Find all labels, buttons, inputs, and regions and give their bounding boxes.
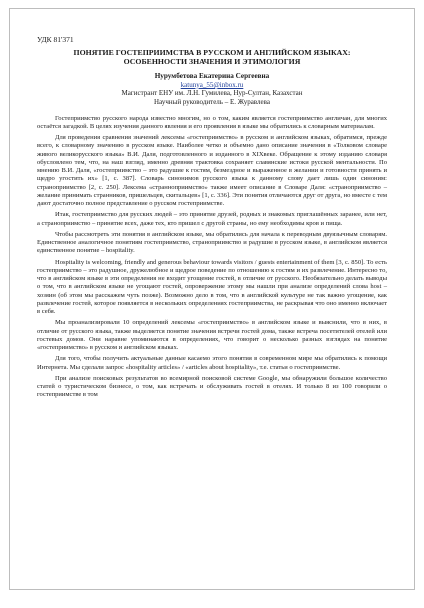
paragraph: Итак, гостеприимство для русских людей – это принятие друзей, родных и знакомых приглашённых заранее, или нет, а страноприимство – принятие всех, даже тех, кто пришел с другой страны, но ему необходимы кров и пища.: [37, 211, 387, 227]
title-line-1: ПОНЯТИЕ ГОСТЕПРИИМСТВА В РУССКОМ И АНГЛИЙСКОМ ЯЗЫКАХ:: [73, 48, 351, 57]
document-page: [9, 8, 415, 590]
paragraph: Чтобы рассмотреть эти понятия в английском языке, мы обратились для начала к переводным двуязычным словарям. Единственное аналогичное понятиям гостеприимство, страноприимство и радушие в русском языке, в английском является единственное понятие – hospitality.: [37, 230, 387, 255]
author-name: Нурумбетова Екатерина Сергеевна: [154, 71, 270, 80]
paragraph: При анализе поисковых результатов во всемирной поисковой системе Google, мы обнаружили большое количество статей о туристическом бизнесе, о том, как встречать и обслуживать гостей в отелях. И только 8 из 100 говорили о гостеприимстве в том: [37, 374, 387, 399]
scientific-supervisor: Научный руководитель – Е. Журавлева: [154, 98, 270, 106]
paragraph: Для того, чтобы получить актуальные данные касаемо этого понятия в современном мире мы обратились к помощи Интернета. Мы сделали запрос «hospitality articles» / «articles about hospitality», т.е. статьи о гостеприимстве.: [37, 355, 387, 371]
udc-code: УДК 81'371: [37, 35, 74, 44]
paragraph: Для проведения сравнения значений лексемы «гостеприимство» в русском и английском языках, обратимся, прежде всего, к словарному значению в русском языке. Наиболее четко и объемно дано описание значения в «Толковом словаре живого великорусского языка» В.И. Даля, подготовленного и изданного в XIXвеке. Обращение к этому изданию словаря обусловлено тем, что, на наш взгляд, именно древняя трактовка сохраняет славянские истоки русской ментальности. По мнению В.И. Даля, «гостеприимство – это радушие к гостям, безмездное и выраженное в желании и готовности принять и щедро угостить их» [1, с. 387]. Словарь синонимов русского языка к данному слову дает лишь один синоним: страноприимство [2, с. 250]. Лексема «странноприимство» также имеет описание в Словаре Даля: «страноприимство – желание принимать странников, пришельцев, скитальцев» [1, с. 336]. Эти понятия отличаются друг от друга, но вместе с тем дают достаточно полное представление о русском гостеприимстве.: [37, 134, 387, 208]
article-title: [37, 48, 387, 67]
paragraph: Мы проанализировали 10 определений лексемы «гостеприимство» в английском языке и выяснили, что в них, в отличие от русского языка, также выделяется понятие значения встречи гостей дома, также встреча посетителей отелей или гостевых домов. Они наравне упоминаются в определениях, что говорит о несколько разных взглядах на понятие «гостеприимство» в русском и английском языках.: [37, 319, 387, 352]
title-line-2: ОСОБЕННОСТИ ЗНАЧЕНИЯ И ЭТИМОЛОГИЯ: [123, 57, 301, 67]
author-email-link[interactable]: katunya_55@inbox.ru: [180, 80, 244, 89]
paragraph: Гостеприимство русского народа известно многим, но о том, каким является гостеприимство англичан, для многих остаётся загадкой. В целях изучения данного явления и его проявления в языке мы обратились к словарным материалам.: [37, 114, 387, 130]
article-body: [37, 115, 387, 400]
author-affiliation: Магистрант ЕНУ им. Л.Н. Гумилева, Нур-Султан, Казахстан: [121, 89, 303, 98]
paragraph: Hospitality is welcoming, friendly and generous behaviour towards visitors / guests entertainment of them [3, c. 850]. То есть гостеприимство – это радушное, дружелюбное и щедрое поведение по отношению к гостям и их развлечение. Интересно то, что в английском языке в эти определения не входит угощение гостей, в отличие от русского. Необязательно делать выводы о том, что в английском языке не угощают гостей, опровержение этому мы нашли при анализе определений слова host – хозяин (об этом мы расскажем чуть позже). Возможно дело в том, что в английской культуре не так важно угощение, как развлечение гостей, которое появляется в нескольких определениях гостеприимства, не раскрывая что оно именно включает в себя.: [37, 258, 387, 316]
